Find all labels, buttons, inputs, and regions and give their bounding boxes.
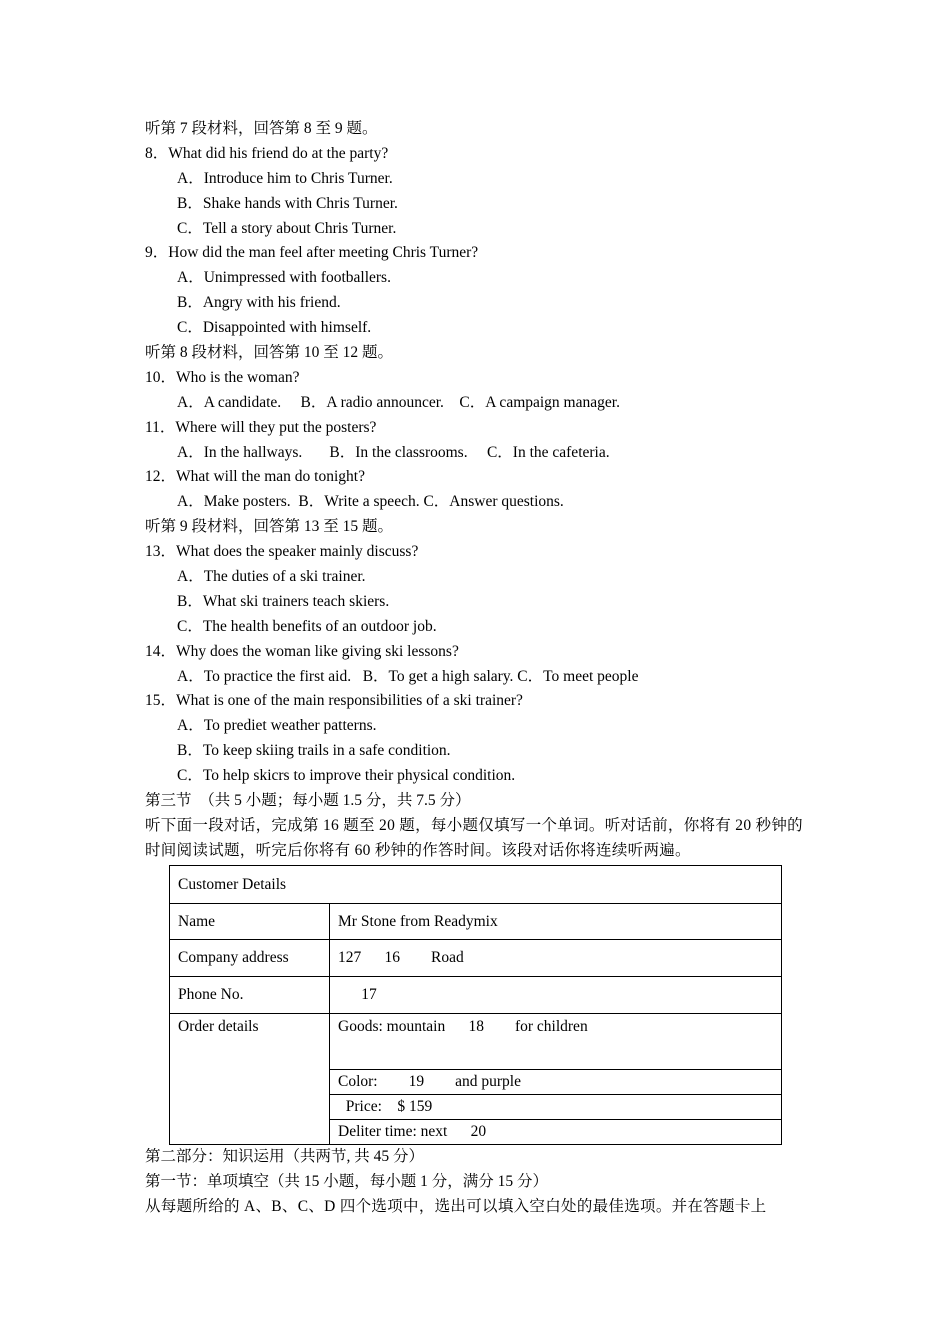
address-value: 127 16 Road <box>330 940 782 977</box>
section-intro-9: 听第 9 段材料，回答第 13 至 15 题。 <box>145 518 394 536</box>
name-value: Mr Stone from Readymix <box>330 904 782 940</box>
question-15-option-b: B．To keep skiing trails in a safe condition. <box>177 742 451 760</box>
question-9-option-b: B．Angry with his friend. <box>177 294 341 312</box>
question-8-option-a: A．Introduce him to Chris Turner. <box>177 169 393 187</box>
question-10-options: A．A candidate. B．A radio announcer. C．A campaign manager. <box>177 393 620 411</box>
phone-label: Phone No. <box>170 977 330 1014</box>
part-2-instructions: 从每题所给的 A、B、C、D 四个选项中，选出可以填入空白处的最佳选项。并在答题卡上 <box>145 1197 767 1215</box>
name-label: Name <box>170 904 330 940</box>
address-label: Company address <box>170 940 330 977</box>
section-intro-7: 听第 7 段材料，回答第 8 至 9 题。 <box>145 120 378 137</box>
question-13-option-a: A．The duties of a ski trainer. <box>177 568 366 586</box>
question-9: 9．How did the man feel after meeting Chris Turner? <box>145 244 479 262</box>
phone-value: 17 <box>330 977 782 1014</box>
table-title: Customer Details <box>170 866 782 904</box>
question-14: 14．Why does the woman like giving ski lessons? <box>145 642 459 660</box>
question-15: 15．What is one of the main responsibilities of a ski trainer? <box>145 692 523 710</box>
question-15-option-c: C．To help skicrs to improve their physical condition. <box>177 767 516 785</box>
question-10: 10．Who is the woman? <box>145 368 300 386</box>
part-2-title: 第二部分：知识运用（共两节, 共 45 分） <box>145 1148 425 1166</box>
question-14-options: A．To practice the first aid. B．To get a high salary. C．To meet people <box>177 667 639 685</box>
question-8-option-b: B．Shake hands with Chris Turner. <box>177 194 398 212</box>
price-value: Price: $ 159 <box>330 1095 782 1120</box>
page-content <box>145 117 815 1220</box>
question-11-options: A．In the hallways. B．In the classrooms. C．In the cafeteria. <box>177 443 610 461</box>
question-9-option-c: C．Disappointed with himself. <box>177 319 372 337</box>
section-3-title: 第三节 （共 5 小题；每小题 1.5 分，共 7.5 分） <box>145 792 471 810</box>
question-13-option-b: B．What ski trainers teach skiers. <box>177 592 390 610</box>
goods-value: Goods: mountain 18 for children <box>330 1014 782 1070</box>
question-12-options: A．Make posters. B．Write a speech. C．Answer questions. <box>177 493 564 511</box>
part-2-section-1-title: 第一节：单项填空（共 15 小题，每小题 1 分，满分 15 分） <box>145 1173 549 1191</box>
color-value: Color: 19 and purple <box>330 1070 782 1095</box>
order-label: Order details <box>170 1014 330 1145</box>
customer-details-table <box>169 865 782 1145</box>
question-8: 8．What did his friend do at the party? <box>145 144 389 162</box>
question-13-option-c: C．The health benefits of an outdoor job. <box>177 617 437 635</box>
question-13: 13．What does the speaker mainly discuss? <box>145 543 419 561</box>
question-8-option-c: C．Tell a story about Chris Turner. <box>177 219 397 237</box>
question-11: 11．Where will they put the posters? <box>145 418 377 436</box>
question-12: 12．What will the man do tonight? <box>145 468 365 486</box>
section-intro-8: 听第 8 段材料，回答第 10 至 12 题。 <box>145 344 394 362</box>
section-3-instructions: 听下面一段对话，完成第 16 题至 20 题，每小题仅填写一个单词。听对话前，你将有 20 秒钟的时间阅读试题，听完后你将有 60 秒钟的作答时间。该段对话你将连续听两遍。 <box>145 816 803 859</box>
question-15-option-a: A．To prediet weather patterns. <box>177 717 377 735</box>
question-9-option-a: A．Unimpressed with footballers. <box>177 269 391 287</box>
delivery-value: Deliter time: next 20 <box>330 1120 782 1145</box>
